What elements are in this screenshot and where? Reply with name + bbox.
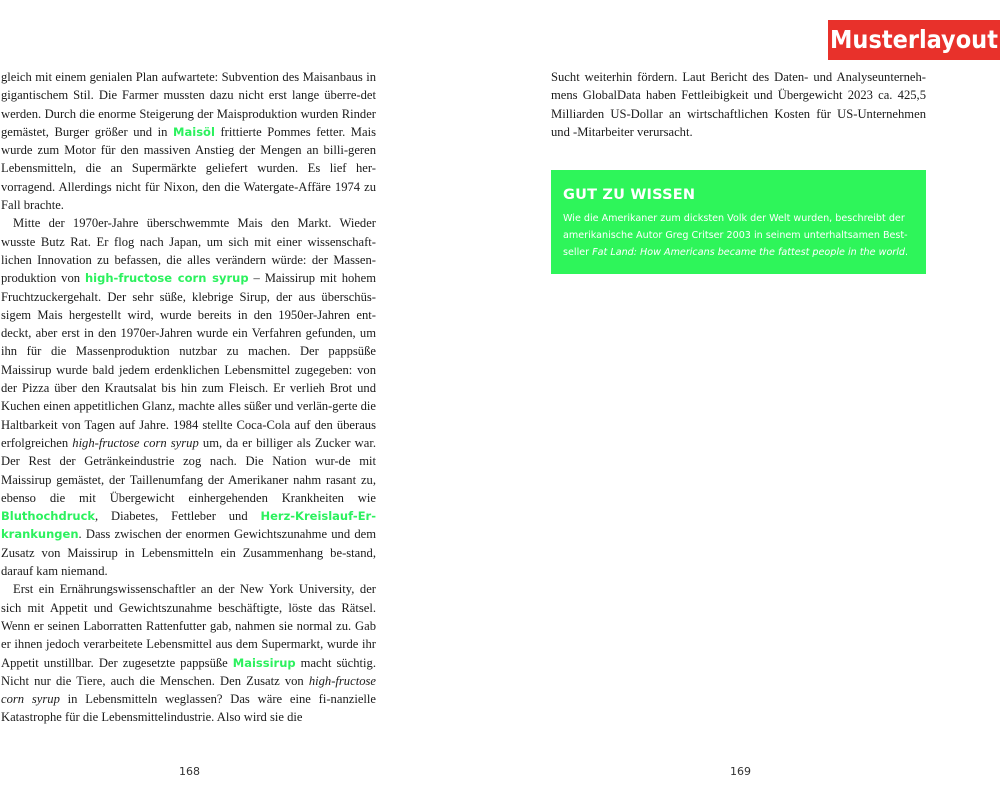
highlighted-keyword: high-fructose corn syrup	[85, 271, 249, 286]
text-run: Mitte der 1970er-Jahre überschwemmte Mais den Markt. Wieder wusste Butz Rat. Er flog nach Japan, um sich mit einer wissenschaft-lichen Innovation zu befassen, die alles verändern würde: der Massen-produktion von	[1, 216, 376, 286]
info-box-text-start: Wie die Amerikaner zum dicksten Volk der Welt wurden, beschreibt der amerikanische Autor Greg Critser 2003 in seinem unterhaltsamen Best-seller	[563, 213, 908, 258]
text-run: macht süchtig. Nicht nur die Tiere, auch die Menschen. Den Zusatz von	[1, 655, 376, 688]
paragraph-1	[1, 68, 376, 214]
text-run: in Lebensmitteln weglassen? Das wäre eine fi-nanzielle Katastrophe für die Lebensmittelindustrie. Also wird sie die	[1, 692, 377, 725]
text-run: gleich mit einem genialen Plan aufwartete: Subvention des Maisanbaus in gigantischem Stil. Die Farmer mussten dazu nicht erst lange überre-det werden. Durch die enorme Steigerung der Maisproduktion wurden Rinder gemästet, Burger größer und in	[1, 70, 376, 139]
musterlayout-badge: Musterlayout	[828, 20, 1000, 60]
text-run: um, da er billiger als Zucker war. Der Rest der Getränkeindustrie zog nach. Die Nation wur-de mit Maissirup gemästet, der Taillenumfang der Amerikaner nahm rasant zu, ebenso die mit Übergewicht einhergehenden Krankheiten wie	[1, 435, 376, 505]
page-number-right: 169	[730, 765, 751, 778]
page-number-left: 168	[179, 765, 200, 778]
highlighted-keyword: Bluthochdruck	[1, 509, 96, 524]
italic-term: high-fructose corn syrup	[1, 673, 376, 707]
text-run: Erst ein Ernährungswissenschaftler an der New York University, der sich mit Appetit und Gewichtszunahme beschäftigte, löste das Rätsel. Wenn er seinen Laborratten Rattenfutter gab, nahmen sie normal zu. Gab er ihnen jedoch verarbeitete Lebensmittel aus dem Supermarkt, wurde ihr Appetit unstillbar. Der zugesetzte pappsüße	[1, 582, 376, 670]
highlighted-keyword: Maissirup	[232, 655, 296, 670]
text-run: , Diabetes, Fettleber und	[95, 509, 261, 524]
info-box	[551, 170, 926, 274]
text-run: frittierte Pommes fetter. Mais wurde zum Motor für den massiven Anstieg der Mengen an billi-geren Lebensmitteln, die an Supermärkte geliefert wurden. Es lief her-vorragend. Allerdings nicht für Nixon, den die Watergate-Affäre 1974 zu Fall brachte.	[1, 124, 376, 213]
left-text-column	[1, 68, 376, 727]
italic-term: high-fructose corn syrup	[72, 435, 199, 450]
info-box-title: GUT ZU WISSEN	[563, 187, 696, 203]
highlighted-keyword: Herz-Kreislauf-Er-krankungen	[1, 509, 376, 542]
text-run: – Maissirup mit hohem Fruchtzuckergehalt. Der sehr süße, klebrige Sirup, der aus überschüs-sigem Mais hergestellt wird, wurde bereits in den 1950er-Jahren ent-deckt, aber erst in den 1970er-Jahren wurde ein Verfahren gefunden, um ihn für die Massenproduktion nutzbar zu machen. Der pappsüße Maissirup wurde bald jedem erdenklichen Lebensmittel zugegeben: von der Pizza über den Krautsalat bis hin zum Fleisch. Er verlieh Brot und Kuchen einen appetitlichen Glanz, machte alles süßer und verlän-gerte die Haltbarkeit von Tagen auf Jahre. 1984 stellte Coca-Cola auf den überaus erfolgreichen	[1, 271, 376, 450]
paragraph-3	[1, 580, 376, 726]
info-box-text-end: .	[905, 247, 909, 258]
right-text-column	[551, 68, 926, 141]
paragraph-2	[1, 214, 376, 580]
info-box-book-title: Fat Land: How Americans became the fattest people in the world	[592, 247, 906, 258]
highlighted-keyword: Maisöl	[173, 124, 215, 139]
info-box-text	[563, 210, 914, 261]
paragraph-right-1: Sucht weiterhin fördern. Laut Bericht des Daten- und Analyseunterneh-mens GlobalData haben Fettleibigkeit und Übergewicht 2023 ca. 425,5 Milliarden US-Dollar an wirtschaftlichen Kosten für US-Unternehmen und -Mitarbeiter verursacht.	[551, 70, 926, 139]
text-run: . Dass zwischen der enormen Gewichtszunahme und dem Zusatz von Maissirup in Lebensmitteln ein Zusammenhang be-stand, darauf kam niemand.	[1, 527, 376, 579]
